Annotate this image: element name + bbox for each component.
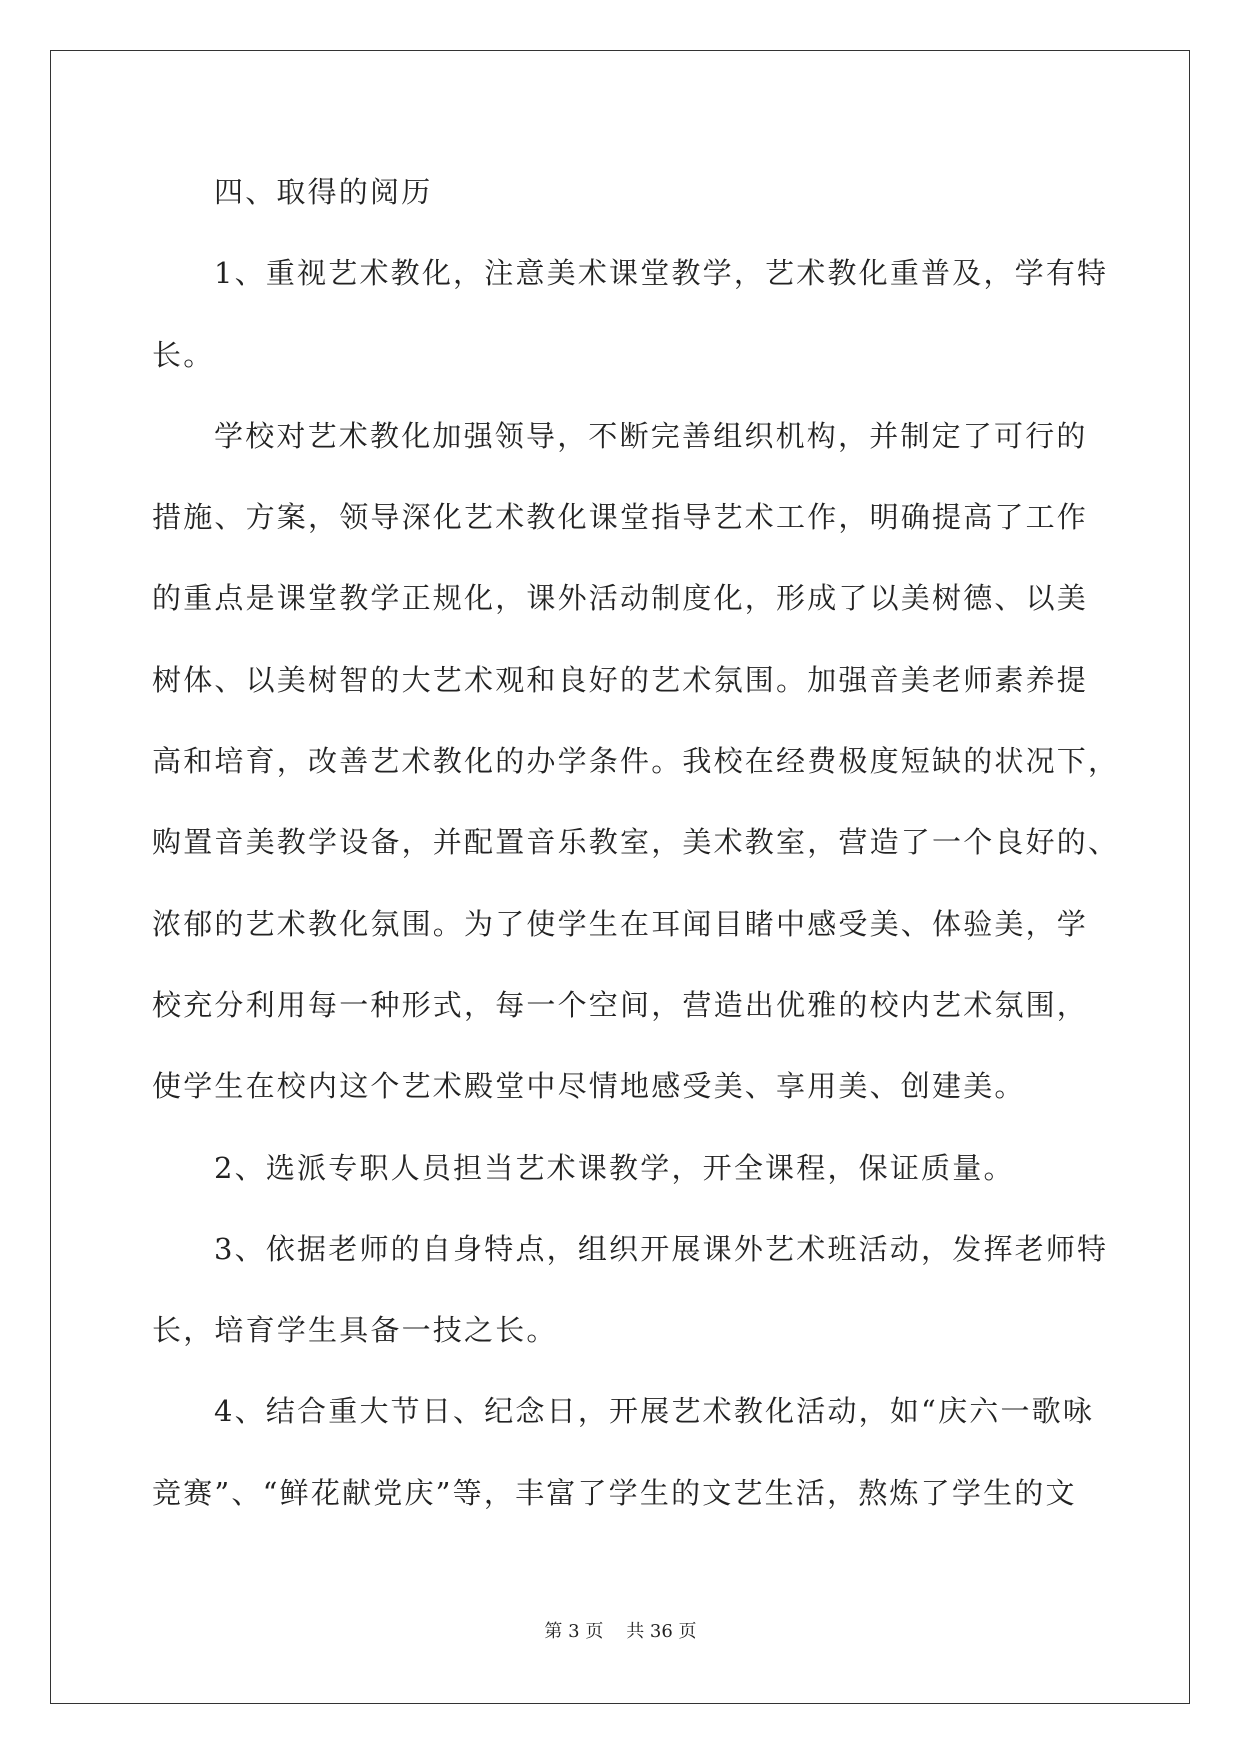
paragraph-line: 高和培育，改善艺术教化的办学条件。我校在经费极度短缺的状况下， (152, 744, 1120, 779)
paragraph-line: 树体、以美树智的大艺术观和良好的艺术氛围。加强音美老师素养提 (152, 662, 1089, 697)
paragraph-line: 1、重视艺术教化，注意美术课堂教学，艺术教化重普及，学有特 (214, 256, 1109, 291)
paragraph-line: 学校对艺术教化加强领导，不断完善组织机构，并制定了可行的 (214, 418, 1088, 453)
paragraph-line: 2、选派专职人员担当艺术课教学，开全课程，保证质量。 (214, 1150, 1015, 1185)
section-heading: 四、取得的阅历 (214, 175, 433, 209)
paragraph-line: 购置音美教学设备，并配置音乐教室，美术教室，营造了一个良好的、 (152, 825, 1120, 860)
page-footer: 第 3 页 共 36 页 (544, 1621, 697, 1642)
paragraph-line: 3、依据老师的自身特点，组织开展课外艺术班活动，发挥老师特 (214, 1231, 1109, 1266)
paragraph-line: 长。 (152, 337, 215, 372)
paragraph-line: 浓郁的艺术教化氛围。为了使学生在耳闻目睹中感受美、体验美，学 (152, 906, 1089, 941)
paragraph-line: 4、结合重大节日、纪念日，开展艺术教化活动，如“庆六一歌咏 (214, 1394, 1095, 1429)
paragraph-line: 使学生在校内这个艺术殿堂中尽情地感受美、享用美、创建美。 (152, 1069, 1026, 1104)
paragraph-line: 长，培育学生具备一技之长。 (152, 1313, 558, 1348)
document-body (152, 158, 1120, 1540)
paragraph-line: 措施、方案，领导深化艺术教化课堂指导艺术工作，明确提高了工作 (152, 500, 1089, 535)
paragraph-line: 的重点是课堂教学正规化，课外活动制度化，形成了以美树德、以美 (152, 581, 1089, 616)
paragraph-line: 校充分利用每一种形式，每一个空间，营造出优雅的校内艺术氛围， (152, 987, 1089, 1022)
paragraph-line: 竞赛”、“鲜花献党庆”等，丰富了学生的文艺生活，熬炼了学生的文 (152, 1475, 1077, 1510)
